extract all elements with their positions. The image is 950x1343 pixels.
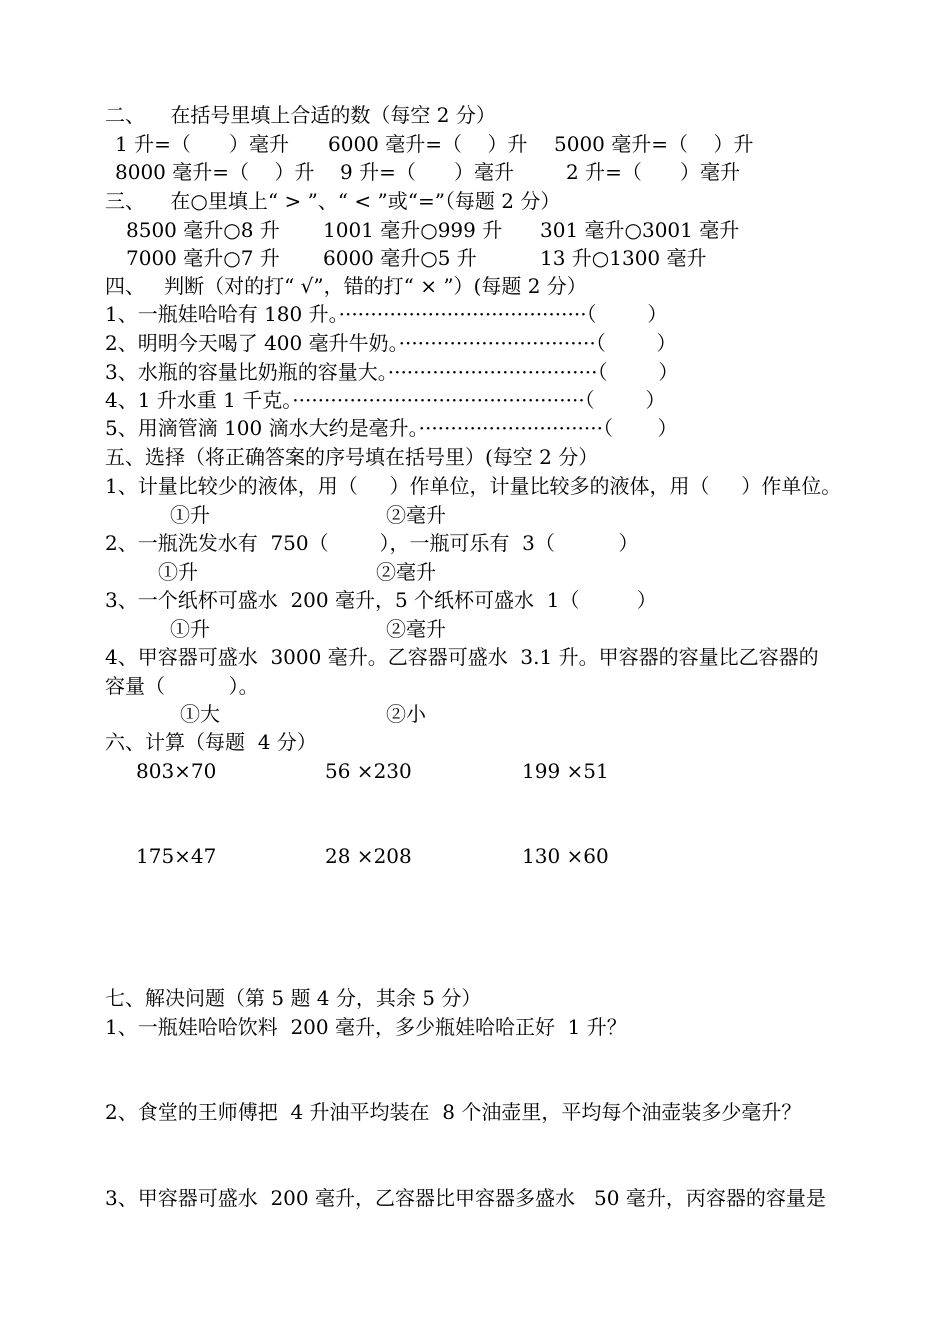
- sec2-row1-item3: 5000 毫升=（ ）升: [554, 132, 754, 156]
- sec2-row2-item2: 9 升=（ ）毫升: [340, 160, 514, 184]
- sec3-row1-item3: 301 毫升○3001 毫升: [540, 218, 740, 242]
- section-6-heading: 六、计算（每题 4 分）: [105, 730, 317, 754]
- choice-q1-option-b: ②毫升: [386, 503, 446, 527]
- problem-q1: 1、一瓶娃哈哈饮料 200 毫升，多少瓶娃哈哈正好 1 升？: [105, 1015, 627, 1039]
- calc-row2-item1: 175×47: [136, 844, 217, 868]
- choice-q4-line-2: 容量（ ）。: [105, 674, 259, 698]
- sec2-row1-item1: 1 升=（ ）毫升: [115, 132, 289, 156]
- sec2-row2-item3: 2 升=（ ）毫升: [566, 160, 740, 184]
- choice-q4-option-b: ②小: [386, 702, 426, 726]
- judge-item-5: 5、用滴管滴 100 滴水大约是毫升。·····························（ ）: [105, 416, 678, 440]
- calc-row1-item2: 56 ×230: [325, 759, 412, 783]
- section-2-heading: 二、 在括号里填上合适的数（每空 2 分）: [105, 103, 496, 127]
- choice-q4-line-1: 4、甲容器可盛水 3000 毫升。乙容器可盛水 3.1 升。甲容器的容量比乙容器的: [105, 645, 819, 669]
- sec3-row1-item2: 1001 毫升○999 升: [323, 218, 503, 242]
- sec3-row2-item1: 7000 毫升○7 升: [126, 246, 280, 270]
- calc-row2-item2: 28 ×208: [325, 844, 412, 868]
- problem-q2: 2、食堂的王师傅把 4 升油平均装在 8 个油壶里，平均每个油壶装多少毫升？: [105, 1100, 802, 1124]
- judge-item-1: 1、一瓶娃哈哈有 180 升。·······································（ ）: [105, 302, 668, 326]
- choice-q1-option-a: ①升: [170, 503, 210, 527]
- choice-q3: 3、一个纸杯可盛水 200 毫升，5 个纸杯可盛水 1（ ）: [105, 588, 657, 612]
- calc-row1-item1: 803×70: [136, 759, 217, 783]
- sec2-row2-item1: 8000 毫升=（ ）升: [115, 160, 315, 184]
- sec3-row1-item1: 8500 毫升○8 升: [126, 218, 280, 242]
- section-7-heading: 七、解决问题（第 5 题 4 分，其余 5 分）: [105, 986, 482, 1010]
- sec3-row2-item2: 6000 毫升○5 升: [323, 246, 477, 270]
- choice-q2-option-a: ①升: [158, 560, 198, 584]
- judge-item-4: 4、1 升水重 1 千克。··············································（ ）: [105, 388, 666, 412]
- section-5-heading: 五、选择（将正确答案的序号填在括号里）(每空 2 分）: [105, 445, 599, 469]
- choice-q2: 2、一瓶洗发水有 750（ ），一瓶可乐有 3（ ）: [105, 531, 639, 555]
- choice-q1: 1、计量比较少的液体，用（ ）作单位，计量比较多的液体，用（ ）作单位。: [105, 474, 842, 498]
- problem-q3: 3、甲容器可盛水 200 毫升，乙容器比甲容器多盛水 50 毫升，丙容器的容量是: [105, 1186, 826, 1210]
- choice-q2-option-b: ②毫升: [376, 560, 436, 584]
- calc-row2-item3: 130 ×60: [522, 844, 609, 868]
- choice-q4-option-a: ①大: [180, 702, 220, 726]
- section-3-heading: 三、 在○里填上“ > ”、“ < ”或“=”（每题 2 分）: [105, 189, 561, 213]
- sec2-row1-item2: 6000 毫升=（ ）升: [328, 132, 528, 156]
- judge-item-3: 3、水瓶的容量比奶瓶的容量大。·································（ ）: [105, 360, 679, 384]
- judge-item-2: 2、明明今天喝了 400 毫升牛奶。·······························（ ）: [105, 331, 677, 355]
- sec3-row2-item3: 13 升○1300 毫升: [540, 246, 707, 270]
- choice-q3-option-b: ②毫升: [386, 617, 446, 641]
- calc-row1-item3: 199 ×51: [522, 759, 609, 783]
- choice-q3-option-a: ①升: [170, 617, 210, 641]
- section-4-heading: 四、 判断（对的打“ √”，错的打“ × ”）(每题 2 分）: [105, 274, 587, 298]
